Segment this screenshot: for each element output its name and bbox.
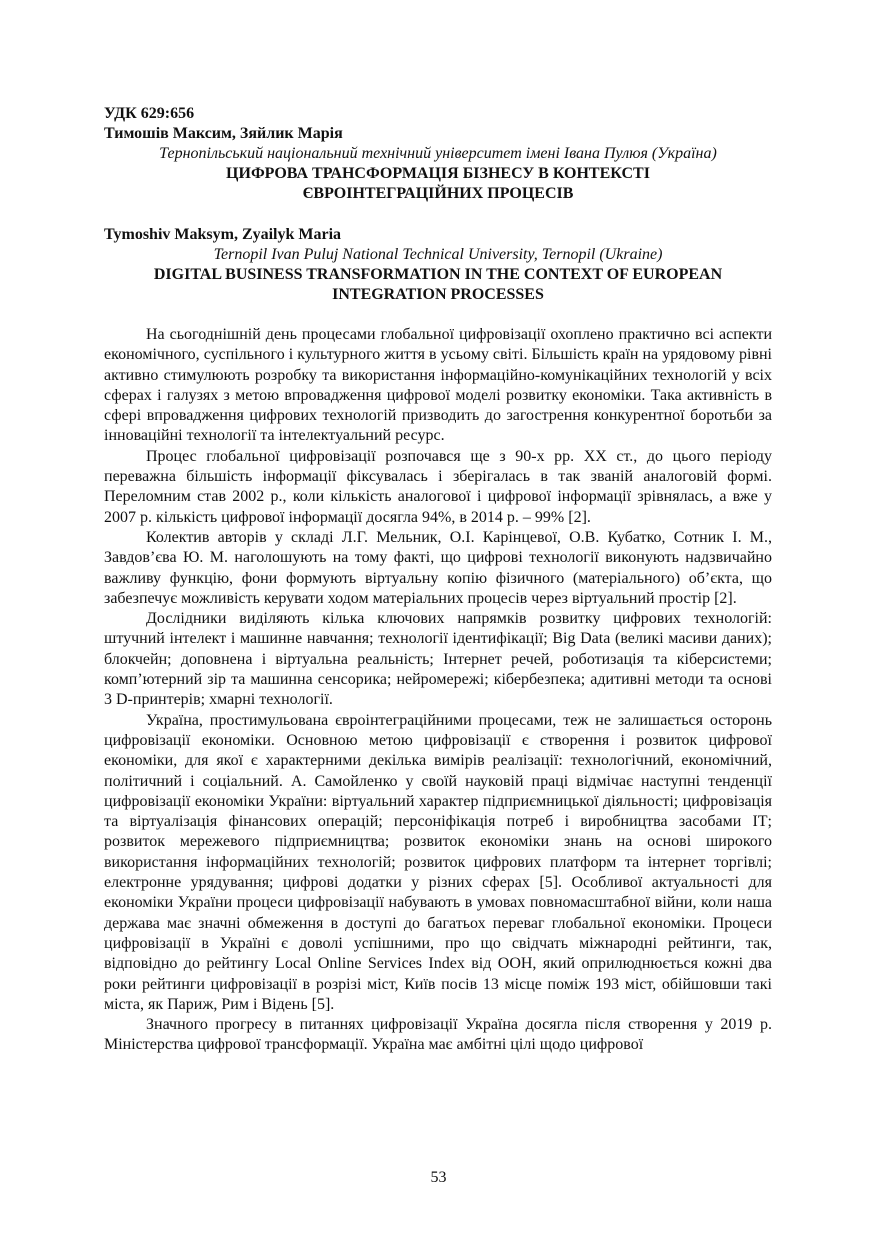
title-ukr-line1: ЦИФРОВА ТРАНСФОРМАЦІЯ БІЗНЕСУ В КОНТЕКСТІ — [226, 165, 650, 182]
affiliation-eng: Ternopil Ivan Puluj National Technical University, Ternopil (Ukraine) — [213, 246, 663, 263]
page-number: 53 — [430, 1169, 447, 1186]
paragraph: Значного прогресу в питаннях цифровізації Україна досягла після створення у 2019 р. Міністерства цифрової трансформації. Україна має амбітні цілі щодо цифрової — [104, 1016, 772, 1054]
article-body — [104, 325, 772, 1056]
title-ukr-line2: ЄВРОІНТЕГРАЦІЙНИХ ПРОЦЕСІВ — [302, 185, 574, 202]
authors-eng: Tymoshiv Maksym, Zyailyk Maria — [104, 226, 342, 243]
authors-ukr: Тимошів Максим, Зяйлик Марія — [104, 125, 343, 142]
title-eng-line2: INTEGRATION PROCESSES — [332, 286, 544, 303]
paragraph: На сьогоднішній день процесами глобальної цифровізації охоплено практично всі аспекти економічного, суспільного і культурного життя в усьому світі. Більшість країн на урядовому рівні активно стимулюють розробку та використання інформаційно-комунікаційних технологій у всіх сферах і галузях з метою впровадження цифрової моделі розвитку економіки. Така активність в сфері впровадження цифрових технологій призводить до загострення конкурентної боротьби за інноваційні технології та інтелектуальний ресурс. — [104, 326, 772, 445]
affiliation-ukr: Тернопільський національний технічний університет імені Івана Пулюя (Україна) — [159, 145, 717, 162]
section-gap — [104, 204, 772, 225]
udc-code: УДК 629:656 — [104, 105, 195, 122]
paragraph: Колектив авторів у складі Л.Г. Мельник, О.І. Карінцевої, О.В. Кубатко, Сотник І. М., Завдов’єва Ю. М. наголошують на тому факті, що цифрові технології виконують надзвичайно важливу функцію, фони формують віртуальну копію фізичного (матеріального) об’єкта, що забезпечує можливість керувати ходом матеріальних процесів через віртуальний простір [2]. — [104, 528, 772, 607]
paragraph: Дослідники виділяють кілька ключових напрямків розвитку цифрових технологій: штучний інтелект і машинне навчання; технології ідентифікації; Big Data (великі масиви даних); блокчейн; доповнена і віртуальна реальність; Інтернет речей, роботизація та кіберсистеми; комп’ютерний зір та машинна сенсорика; нейромережі; кібербезпека; адитивні методи та основі 3 D-принтерів; хмарні технології. — [104, 610, 772, 709]
article-page — [104, 104, 772, 1056]
paragraph: Процес глобальної цифровізації розпочався ще з 90-х рр. ХХ ст., до цього періоду переважна більшість інформації фіксувалась і зберігалась в так званій аналоговій формі. Переломним став 2002 р., коли кількість аналогової і цифрової інформації зрівнялась, а вже у 2007 р. кількість цифрової інформації досягла 94%, в 2014 р. – 99% [2]. — [104, 447, 772, 526]
title-eng-line1: DIGITAL BUSINESS TRANSFORMATION IN THE CONTEXT OF EUROPEAN — [153, 266, 723, 283]
paragraph: Україна, простимульована євроінтеграційними процесами, теж не залишається осторонь цифровізації економіки. Основною метою цифровізації є створення і розвиток цифрової економіки, для якої є характерними декілька вимірів реалізації: технологічний, економічний, політичний і соціальний. А. Самойленко у своїй науковій праці відмічає наступні тенденції цифровізації економіки України: віртуальний характер підприємницької діяльності; цифровізація та віртуалізація фінансових операцій; персоніфікація потреб і виробництва засобами ІТ; розвиток мережевого підприємництва; розвиток економіки знань на основі широкого використання інформаційних технологій; розвиток цифрових платформ та інтернет торгівлі; електронне урядування; цифрові додатки у різних сферах [5]. Особливої актуальності для економіки України процеси цифровізації набувають в умовах повномасштабної війни, коли наша держава має значні обмеження в доступі до багатьох переваг глобальної економіки. Процеси цифровізації в Україні є доволі успішними, про що свідчать міжнародні рейтинги, так, відповідно до рейтингу Local Online Services Index від ООН, який оприлюднюється кожні два роки рейтинги цифровізації в розрізі міст, Київ посів 13 місце поміж 193 міст, обійшовши такі міста, як Париж, Рим і Відень [5]. — [104, 711, 772, 1013]
